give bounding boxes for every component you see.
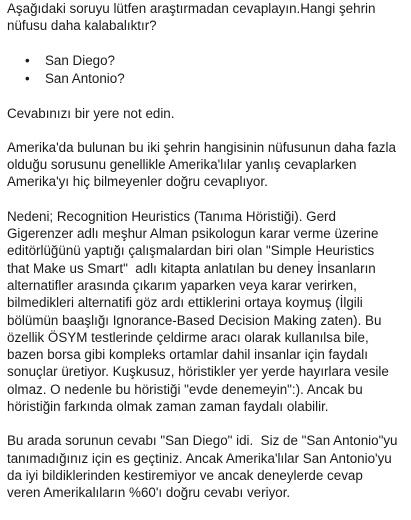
paragraph-line: olmaz. O nedenle bu höristiği "evde denemeyin":). Ancak bu	[7, 381, 363, 397]
paragraph-line: Bu arada sorunun cevabı "San Diego" idi. Siz de "San Antonio"yu	[7, 433, 398, 449]
option-item-san-antonio	[7, 70, 407, 88]
paragraph-line: veren Amerikalıların %60'ı doğru cevabı veriyor.	[7, 485, 291, 501]
option-label: San Antonio?	[45, 70, 125, 86]
instruction-text: Cevabınızı bir yere not edin.	[7, 105, 175, 121]
paragraph-line: da iyi bildiklerinden kestiremiyor ve ancak deneylerde cevap	[7, 467, 363, 483]
paragraph-line: Gigerenzer adlı meşhur Alman psikologun karar verme üzerine	[7, 226, 379, 242]
bullet-icon: •	[25, 52, 30, 68]
paragraph-line: Amerika'yı hiç bilmeyenler doğru cevaplıyor.	[7, 174, 268, 190]
question-line-2: nüfusu daha kalabalıktır?	[7, 18, 157, 34]
paragraph-line: editörlüğünü yaptığı çalışmalardan biri olan "Simple Heuristics	[7, 243, 375, 259]
document-page	[7, 0, 407, 502]
paragraph-line: alternatifler arasında çıkarım yaparken veya karar verirken,	[7, 277, 357, 293]
paragraph-line: Amerika'da bulunan bu iki şehrin hangisinin nüfusunun daha fazla	[7, 139, 396, 155]
spacer	[7, 415, 407, 432]
option-item-san-diego	[7, 52, 407, 70]
paragraph-line: höristiğin farkında olmak zaman zaman faydalı olabilir.	[7, 399, 329, 415]
paragraph-line: that Make us Smart" adlı kitapta anlatılan bu deney İnsanların	[7, 260, 376, 276]
option-label: San Diego?	[45, 52, 115, 68]
spacer	[7, 35, 407, 52]
paragraph-line: bilmedikleri alternatifi göz ardı ettiklerini ortaya koymuş (İlgili	[7, 295, 363, 311]
paragraph-3	[7, 432, 407, 501]
paragraph-2	[7, 208, 407, 416]
paragraph-line: bölümün baaşlığı Ignorance-Based Decision Making zaten). Bu	[7, 312, 382, 328]
paragraph-line: Nedeni; Recognition Heuristics (Tanıma Höristiği). Gerd	[7, 208, 336, 224]
paragraph-line: özellik ÖSYM testlerinde çeldirme aracı olarak kullanılsa bile,	[7, 329, 369, 345]
options-list	[7, 52, 407, 88]
bullet-icon: •	[25, 70, 30, 86]
spacer	[7, 122, 407, 139]
paragraph-line: olduğu sorusunu genellikle Amerika'lılar yanlış cevaplarken	[7, 157, 357, 173]
spacer	[7, 88, 407, 105]
question-line-1: Aşağıdaki soruyu lütfen araştırmadan cevaplayın.Hangi şehrin	[7, 1, 376, 16]
spacer	[7, 191, 407, 208]
paragraph-line: sonuçlar üretiyor. Kuşkusuz, höristikler yer yerde hayırlara vesile	[7, 364, 389, 380]
paragraph-line: tanımadığınız için es geçtiniz. Ancak Amerika'lılar San Antonio'yu	[7, 450, 392, 466]
paragraph-1	[7, 139, 407, 191]
paragraph-line: bazen borsa gibi kompleks ortamlar dahil insanlar için faydalı	[7, 347, 368, 363]
